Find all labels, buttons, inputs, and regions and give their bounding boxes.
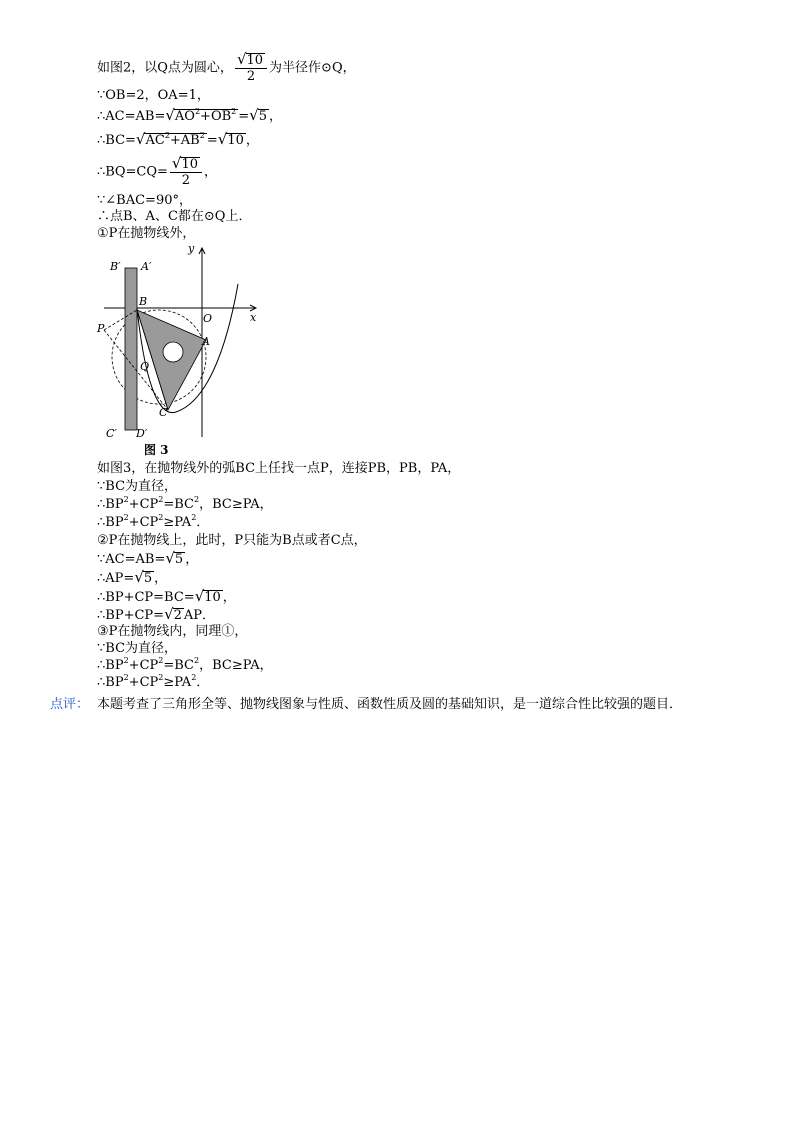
fraction: $\frac{√10}{2}$ [235, 52, 267, 84]
figure-3-diagram [96, 242, 266, 460]
line-6: ∵∠BAC=90°， [97, 193, 192, 208]
line-2: ∵OB=2，OA=1， [97, 88, 210, 103]
fraction: $\frac{√10}{2}$ [170, 156, 202, 188]
svg-text:A: A [202, 335, 210, 348]
line-17: ∴BP+CP=√2 AP． [97, 605, 216, 623]
line-5: ∴BQ=CQ= $\frac{√10}{2}$ ， [97, 154, 217, 188]
line-11: $\therefore BP^2+CP^2=BC^2$，BC≥PA， [97, 495, 273, 512]
svg-text:x: x [250, 311, 257, 324]
line-19: ∵BC为直径， [97, 641, 178, 656]
svg-text:B: B [139, 295, 148, 308]
line-18: ③P在抛物线内，同理①， [97, 624, 248, 639]
line-9: 如图3，在抛物线外的弧BC上任找一点P，连接PB，PB，PA， [97, 461, 461, 476]
line-14: ∵AC=AB=√5 ， [97, 549, 199, 567]
hole-circle [163, 342, 183, 362]
line-13: ②P在抛物线上，此时，P只能为B点或者C点， [97, 533, 367, 548]
line-15: ∴AP=√5 ， [97, 568, 168, 586]
line-10: ∵BC为直径， [97, 479, 178, 494]
line-20: $\therefore BP^2+CP^2=BC^2$，BC≥PA， [97, 656, 273, 673]
line-12: $\therefore BP^2+CP^2\ge PA^2$． [97, 513, 210, 530]
svg-text:B′: B′ [110, 260, 121, 273]
line-4: $\therefore BC=√AC^2+AB^2 =√10$ ， [97, 130, 259, 148]
line-7: ∴点B、A、C都在⊙Q上． [97, 209, 252, 224]
svg-text:P: P [97, 322, 105, 335]
svg-text:A′: A′ [141, 260, 152, 273]
svg-text:O: O [203, 312, 213, 325]
svg-text:y: y [188, 242, 195, 255]
svg-text:D′: D′ [136, 427, 148, 440]
comment-label: 点评： [50, 697, 90, 712]
line-3: $\therefore AC=AB=√AO^2+OB^2 =√5$ ， [97, 106, 283, 124]
svg-text:Q: Q [140, 360, 150, 373]
line-16: ∴BP+CP=BC=√10 ， [97, 587, 236, 605]
vertical-bar [125, 268, 137, 430]
line-8: ①P在抛物线外， [97, 226, 196, 241]
figure-caption: 图 3 [144, 443, 169, 457]
svg-text:C′: C′ [106, 427, 117, 440]
svg-text:C: C [159, 406, 168, 419]
comment-text: 本题考查了三角形全等、抛物线图象与性质、函数性质及圆的基础知识，是一道综合性比较强的题目． [97, 697, 683, 712]
line-1: 如图2，以Q点为圆心， $\frac{√10}{2}$ 为半径作⊙Q， [97, 50, 356, 84]
line-21: $\therefore BP^2+CP^2\ge PA^2$． [97, 673, 210, 690]
